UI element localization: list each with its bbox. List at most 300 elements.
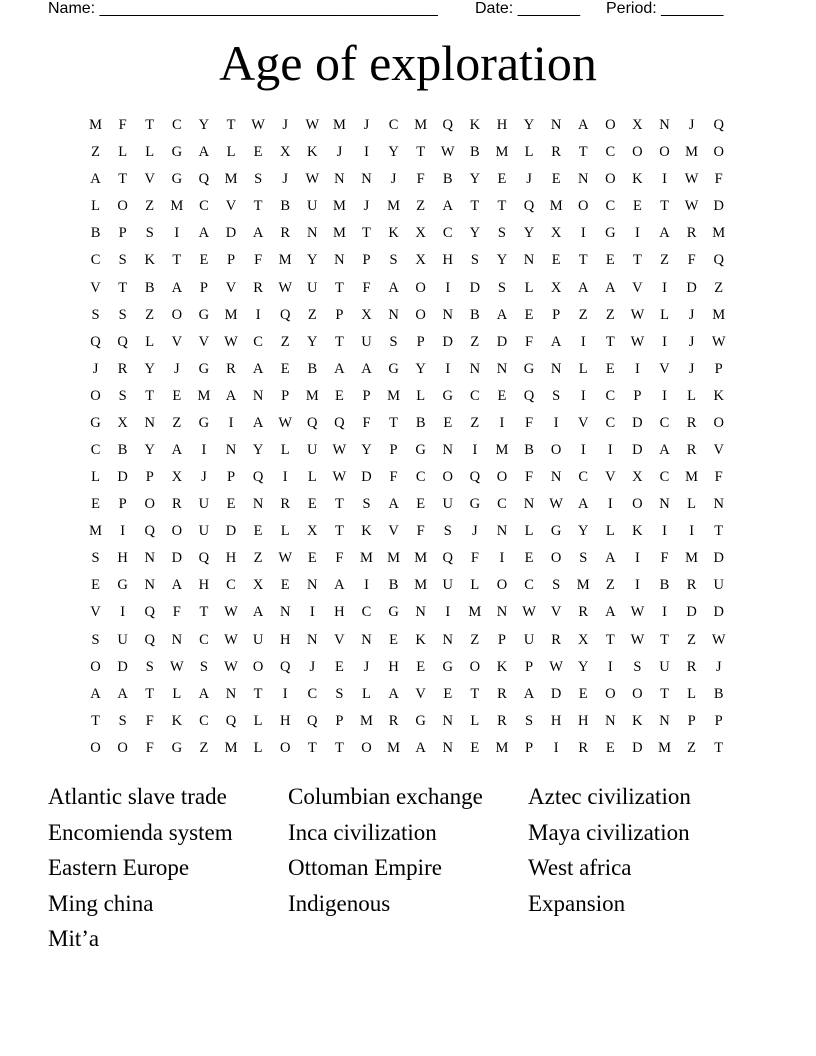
grid-letter: V [198,333,210,350]
grid-letter: Q [307,414,318,431]
grid-letter: D [117,658,128,675]
grid-letter: R [578,739,589,756]
grid-letter: T [334,279,344,296]
grid-letter: R [253,279,263,296]
grid-letter: T [334,496,344,513]
grid-letter: I [201,441,207,458]
grid-letter: J [363,198,370,215]
grid-letter: R [171,496,182,513]
grid-letter: N [550,117,562,134]
grid-letter: S [91,631,100,648]
grid-letter: P [362,252,371,269]
word-bank-item: Ottoman Empire [288,855,442,881]
grid-letter: T [660,685,669,702]
word-bank-item: Ming china [48,890,154,916]
grid-letter: L [470,712,480,729]
grid-letter: R [686,414,697,431]
grid-letter: W [711,333,726,350]
grid-letter: A [361,360,372,377]
grid-letter: Q [144,523,155,540]
grid-letter: M [170,198,184,215]
grid-letter: N [361,171,372,188]
grid-letter: L [226,144,236,161]
grid-letter: W [305,117,320,134]
grid-letter: G [198,306,210,323]
grid-letter: W [305,171,320,188]
grid-letter: V [605,469,616,486]
grid-letter: X [307,523,318,540]
grid-letter: P [416,333,425,350]
grid-letter: J [282,117,289,134]
grid-letter: E [389,631,398,648]
grid-letter: M [332,198,346,215]
grid-letter: R [686,577,697,594]
grid-letter: O [171,523,183,540]
grid-letter: I [174,225,180,242]
grid-letter: A [659,225,670,242]
grid-letter: L [362,685,371,702]
grid-letter: T [118,171,128,188]
grid-letter: Y [577,658,589,675]
grid-letter: G [523,360,535,377]
grid-letter: E [497,171,507,188]
grid-letter: U [361,333,372,350]
grid-letter: A [605,550,616,567]
grid-letter: Y [415,360,426,377]
grid-letter: G [117,577,128,594]
grid-letter: T [145,117,155,134]
grid-letter: D [496,333,508,350]
grid-letter: A [334,577,345,594]
grid-letter: N [550,360,562,377]
grid-letter: F [525,414,534,431]
grid-letter: D [117,469,128,486]
grid-letter: X [117,414,128,431]
grid-letter: P [226,469,236,486]
grid-letter: J [363,117,370,134]
grid-letter: M [387,198,401,215]
grid-letter: M [224,171,238,188]
grid-letter: N [252,496,264,513]
grid-letter: N [523,252,535,269]
grid-letter: T [253,198,263,215]
grid-letter: Y [523,117,535,134]
grid-letter: A [171,577,183,594]
grid-letter: N [713,496,724,513]
grid-letter: X [279,144,291,161]
grid-letter: Y [144,360,155,377]
grid-letter: C [442,225,453,242]
grid-letter: A [225,387,237,404]
grid-letter: S [443,523,452,540]
grid-letter: Y [577,523,589,540]
grid-letter: L [145,333,155,350]
grid-letter: L [416,387,426,404]
grid-letter: C [226,577,236,594]
grid-letter: V [225,198,237,215]
grid-letter: V [632,279,643,296]
grid-letter: O [713,414,724,431]
grid-letter: U [307,441,318,458]
grid-letter: W [169,658,184,675]
grid-letter: P [525,658,534,675]
grid-letter: B [713,685,724,702]
grid-letter: H [225,550,237,567]
grid-letter: O [252,658,264,675]
grid-letter: N [334,171,345,188]
grid-letter: W [224,631,238,648]
grid-letter: I [635,550,640,567]
word-bank-item: Indigenous [288,890,391,916]
grid-letter: I [364,144,369,161]
grid-letter: N [252,387,264,404]
grid-letter: C [199,712,209,729]
grid-letter: P [118,225,127,242]
grid-letter: H [279,712,291,729]
page-title: Age of exploration [219,35,597,91]
grid-letter: L [307,469,317,486]
grid-letter: N [415,604,426,621]
grid-letter: T [118,279,128,296]
grid-letter: K [171,712,183,729]
grid-letter: M [278,252,292,269]
grid-letter: N [469,360,481,377]
grid-letter: R [551,144,561,161]
grid-letter: N [496,360,508,377]
grid-letter: W [224,333,238,350]
grid-letter: L [145,144,155,161]
grid-letter: E [253,144,263,161]
grid-letter: O [659,144,670,161]
grid-letter: C [659,469,670,486]
grid-letter: N [659,117,670,134]
grid-letter: M [685,469,699,486]
grid-letter: C [524,577,534,594]
grid-letter: O [144,496,155,513]
grid-letter: O [442,469,453,486]
grid-letter: X [171,469,183,486]
grid-letter: I [662,279,667,296]
grid-letter: I [499,550,505,567]
grid-letter: N [307,225,318,242]
grid-letter: X [632,117,643,134]
grid-letter: N [496,604,508,621]
grid-letter: O [90,739,101,756]
grid-letter: P [497,631,506,648]
grid-letter: O [496,577,508,594]
grid-letter: Y [361,441,372,458]
grid-letter: T [497,198,507,215]
grid-letter: C [659,414,670,431]
grid-letter: C [470,387,480,404]
grid-letter: R [578,604,589,621]
grid-letter: G [388,360,399,377]
grid-letter: L [118,144,128,161]
grid-letter: G [605,225,616,242]
grid-letter: M [549,198,563,215]
grid-letter: T [714,739,724,756]
grid-letter: C [199,198,209,215]
grid-letter: X [632,469,643,486]
grid-letter: H [442,252,453,269]
grid-letter: D [632,739,643,756]
grid-letter: S [91,550,100,567]
grid-letter: F [335,550,344,567]
grid-letter: S [118,306,127,323]
grid-letter: Q [523,387,535,404]
grid-letter: Q [442,550,453,567]
grid-letter: P [118,496,127,513]
grid-letter: T [334,333,344,350]
grid-letter: C [578,469,589,486]
grid-letter: W [224,658,238,675]
grid-letter: D [686,604,697,621]
grid-letter: I [662,523,667,540]
grid-letter: M [387,739,401,756]
grid-letter: C [605,387,616,404]
grid-letter: Q [307,712,318,729]
grid-letter: E [253,523,263,540]
grid-letter: N [442,441,453,458]
grid-letter: A [659,441,670,458]
grid-letter: D [469,279,481,296]
grid-letter: E [416,496,426,513]
grid-letter: N [307,577,318,594]
grid-letter: S [579,550,588,567]
grid-letter: E [497,387,507,404]
grid-letter: R [551,631,561,648]
grid-letter: S [389,333,398,350]
grid-letter: A [90,171,101,188]
grid-letter: U [307,279,318,296]
grid-letter: U [442,577,453,594]
grid-letter: J [92,360,99,377]
grid-letter: E [91,577,100,594]
grid-letter: Z [605,577,615,594]
grid-letter: K [496,658,508,675]
grid-letter: B [307,360,318,377]
grid-letter: J [309,658,316,675]
grid-letter: W [549,658,563,675]
grid-letter: Z [714,279,724,296]
grid-letter: F [145,712,154,729]
grid-letter: R [686,658,697,675]
grid-letter: M [224,739,238,756]
grid-letter: L [524,144,534,161]
grid-letter: I [255,306,261,323]
grid-letter: G [550,523,562,540]
grid-letter: S [145,658,154,675]
grid-letter: W [684,171,699,188]
grid-letter: Z [605,306,615,323]
grid-letter: H [198,577,210,594]
grid-letter: O [415,279,426,296]
grid-letter: Z [145,306,155,323]
grid-letter: S [199,658,208,675]
grid-letter: J [282,171,289,188]
student-info-header [48,0,748,20]
grid-letter: B [117,441,128,458]
grid-letter: V [334,631,345,648]
grid-letter: X [415,225,426,242]
grid-letter: Q [144,631,155,648]
grid-letter: A [334,360,345,377]
grid-letter: F [416,523,425,540]
grid-letter: K [632,171,643,188]
grid-letter: S [525,712,534,729]
grid-letter: E [578,685,588,702]
grid-letter: Y [307,252,318,269]
grid-letter: X [252,577,264,594]
grid-letter: L [524,279,534,296]
grid-letter: B [90,225,101,242]
grid-letter: F [525,469,534,486]
grid-letter: Z [307,306,317,323]
grid-letter: J [688,306,695,323]
grid-letter: G [388,604,399,621]
grid-letter: H [334,604,345,621]
grid-letter: N [442,306,453,323]
grid-letter: Q [252,469,264,486]
grid-letter: M [685,144,699,161]
word-bank-item: Atlantic slave trade [48,784,227,809]
grid-letter: L [280,441,290,458]
grid-letter: T [145,387,155,404]
grid-letter: A [198,685,210,702]
grid-letter: L [253,712,263,729]
grid-letter: O [415,306,426,323]
grid-letter: I [445,279,451,296]
period-field: Period: _______ [606,0,724,17]
grid-letter: I [364,577,369,594]
date-field: Date: _______ [475,0,580,17]
grid-letter: M [89,117,102,134]
grid-letter: E [470,739,480,756]
grid-letter: T [578,252,588,269]
word-bank-item: Expansion [528,890,626,916]
grid-letter: M [658,739,671,756]
grid-letter: C [388,117,399,134]
grid-letter: C [361,604,372,621]
grid-letter: R [497,685,507,702]
grid-letter: X [550,225,562,242]
grid-letter: A [605,604,616,621]
grid-letter: W [630,306,645,323]
grid-letter: K [361,523,372,540]
grid-letter: N [442,712,453,729]
grid-letter: U [117,631,128,648]
grid-letter: J [715,658,722,675]
grid-letter: H [117,550,128,567]
grid-letter: L [280,523,290,540]
grid-letter: I [120,604,126,621]
grid-letter: P [389,441,398,458]
grid-letter: T [660,198,669,215]
grid-letter: V [144,171,155,188]
grid-letter: L [470,577,480,594]
grid-letter: T [632,252,642,269]
grid-letter: F [714,171,723,188]
grid-letter: A [171,279,183,296]
grid-letter: Y [469,225,481,242]
grid-letter: I [607,441,613,458]
grid-letter: Q [469,469,481,486]
grid-letter: A [388,496,399,513]
grid-letter: H [550,712,562,729]
grid-letter: T [199,604,209,621]
grid-letter: A [198,225,210,242]
grid-letter: P [145,469,154,486]
grid-letter: S [118,252,127,269]
grid-letter: S [335,685,344,702]
grid-letter: N [334,252,345,269]
grid-letter: C [90,441,101,458]
grid-letter: Z [253,550,263,567]
grid-letter: O [605,685,616,702]
grid-letter: O [605,171,616,188]
grid-letter: W [549,496,563,513]
grid-letter: M [468,604,482,621]
grid-letter: E [416,658,426,675]
grid-letter: A [252,604,264,621]
grid-letter: E [280,360,290,377]
grid-letter: A [90,685,101,702]
grid-letter: I [580,387,586,404]
grid-letter: U [523,631,535,648]
grid-letter: I [607,658,613,675]
grid-letter: R [280,496,291,513]
grid-letter: F [254,252,263,269]
grid-letter: D [632,414,643,431]
grid-letter: E [551,252,561,269]
grid-letter: F [118,117,127,134]
grid-letter: W [440,144,455,161]
grid-letter: W [224,604,238,621]
grid-letter: S [254,171,263,188]
grid-letter: S [91,306,100,323]
grid-letter: A [550,333,562,350]
grid-letter: U [198,496,210,513]
grid-letter: C [199,631,209,648]
grid-letter: P [633,387,642,404]
grid-letter: M [414,577,428,594]
grid-letter: J [688,333,695,350]
grid-letter: Z [687,631,697,648]
grid-letter: I [607,496,613,513]
grid-letter: Q [713,117,724,134]
grid-letter: P [714,712,723,729]
grid-letter: F [362,279,371,296]
grid-letter: D [686,279,697,296]
grid-letter: N [388,306,399,323]
grid-letter: F [687,252,696,269]
grid-letter: W [684,198,699,215]
grid-letter: B [144,279,155,296]
grid-letter: S [118,712,127,729]
grid-letter: C [90,252,101,269]
grid-letter: N [307,631,318,648]
grid-letter: L [253,739,263,756]
grid-letter: X [415,252,426,269]
word-bank-item: Inca civilization [288,819,437,845]
grid-letter: W [251,117,265,134]
grid-letter: R [226,360,236,377]
grid-letter: Z [280,333,290,350]
grid-letter: N [659,496,670,513]
grid-letter: I [445,604,451,621]
grid-letter: B [415,414,426,431]
grid-letter: F [416,171,425,188]
